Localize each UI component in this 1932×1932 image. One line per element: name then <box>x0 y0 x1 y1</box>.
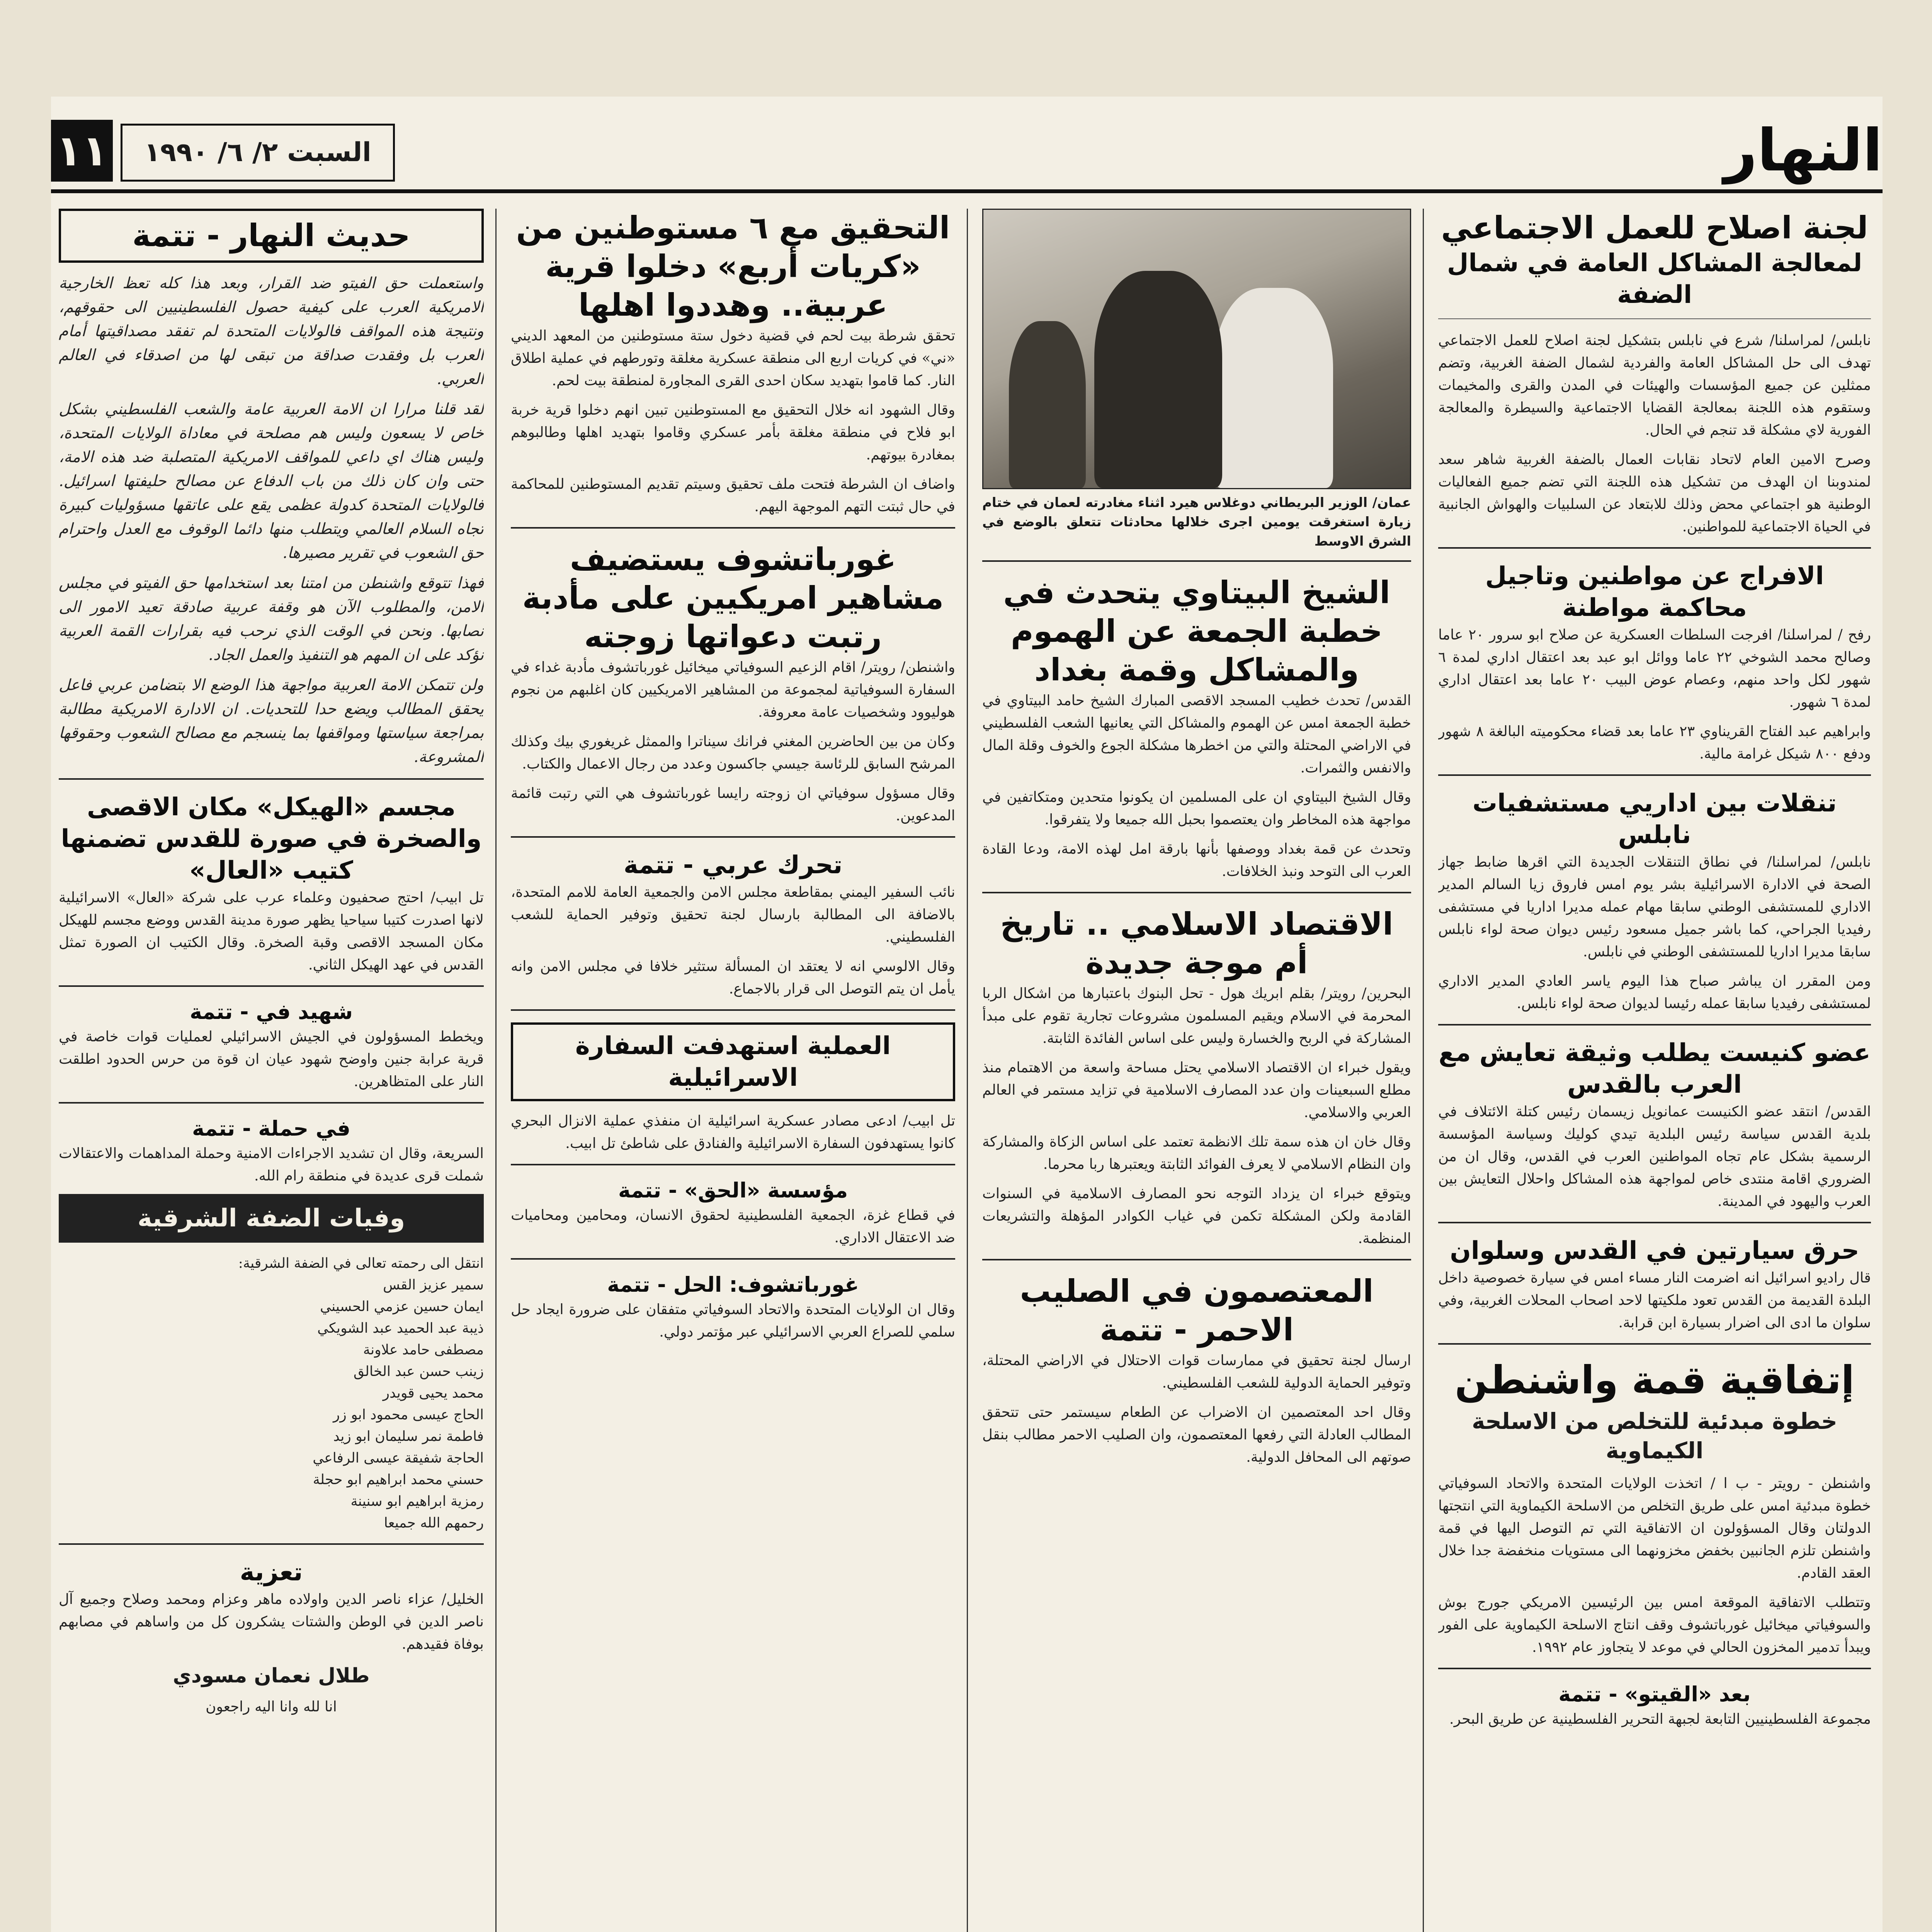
headline: غورباتشوف يستضيف مشاهير امريكيين على مأدبة رتبت دعواتها زوجته <box>522 541 944 655</box>
article-text: ارسال لجنة تحقيق في ممارسات قوات الاحتلال في الاراضي المحتلة، وتوفير الحماية الدولية للشعب الفلسطيني. <box>982 1352 1411 1391</box>
news-photo <box>982 209 1411 551</box>
headline: حديث النهار - تتمة <box>132 218 410 253</box>
masthead <box>51 116 1883 193</box>
signature: طلال نعمان مسودي <box>173 1664 370 1687</box>
divider <box>59 1543 484 1545</box>
article-car-fire <box>1438 1235 1871 1334</box>
list-item: رمزية ابراهيم ابو سنينة <box>350 1493 484 1509</box>
article-text: مجموعة الفلسطينيين التابعة لجبهة التحرير الفلسطينية عن طريق البحر. <box>1449 1711 1871 1727</box>
divider <box>1438 1222 1871 1223</box>
divider <box>982 1259 1411 1260</box>
article-text: وتتطلب الاتفاقية الموقعة امس بين الرئيسين الامريكي جورج بوش والسوفياتي ميخائيل غورباتشوف وقف انتاج الاسلحة الكيماوية على الفور ويبدأ تدمير المخزون الحالي في موعد لا يتجاوز عام ١٩٩٢. <box>1438 1594 1871 1655</box>
newspaper-logo: النهار <box>1724 117 1883 184</box>
article-text: واستعملت حق الفيتو ضد القرار، وبعد هذا كله تعظ الخارجية الامريكية العرب على كيفية حصول الفلسطينيين الى حقوقهم، ونتيجة هذه المواقف فالولايات المتحدة لم تفقد مصداقيتها أمام العرب بل وفقدت صداقة من تبقى لها من اصدقاء في العالم العربي. <box>59 274 484 388</box>
headline: إتفاقية قمة واشنطن <box>1454 1357 1855 1403</box>
column-divider <box>967 209 968 1932</box>
page-number: ١١ <box>51 120 113 182</box>
divider <box>59 1102 484 1104</box>
divider <box>511 1164 955 1165</box>
subheadline: لمعالجة المشاكل العامة في شمال الضفة <box>1447 249 1862 309</box>
article-text: وقال ان الولايات المتحدة والاتحاد السوفياتي متفقان على ضرورة ايجاد حل سلمي للصراع العربي الاسرائيلي عبر مؤتمر دولي. <box>511 1301 955 1340</box>
article-text: قال راديو اسرائيل انه اضرمت النار مساء امس في سيارة خصوصية داخل البلدة القديمة من القدس تعود ملكيتها لاحد اصحاب المحلات الغربية، وفي سلوان ما ادى الى اضرار بسيارة ابن قرابة. <box>1438 1269 1871 1331</box>
article-embassy-target <box>511 1022 955 1155</box>
obituaries-header <box>59 1194 484 1243</box>
article-condolence <box>59 1556 484 1718</box>
article-text: السريعة، وقال ان تشديد الاجراءات الامنية وحملة المداهمات والاعتقالات شملت قرى عديدة في منطقة رام الله. <box>59 1145 484 1184</box>
article-text: تل ابيب/ ادعى مصادر عسكرية اسرائيلية ان منفذي عملية الانزال البحري كانوا يستهدفون السفارة الاسرائيلية والفنادق على شاطئ تل ابيب. <box>511 1112 955 1151</box>
article-washington-summit <box>1438 1356 1871 1658</box>
column-left <box>59 209 484 1932</box>
list-item: زينب حسن عبد الخالق <box>353 1364 484 1379</box>
divider <box>1438 1668 1871 1669</box>
list-item: ذيبة عبد الحميد عبد الشويكي <box>317 1320 484 1336</box>
article-text: وابراهيم عبد الفتاح القريناوي ٢٣ عاما بعد قضاء محكوميته البالغة ٨ شهور ودفع ٨٠٠ شيكل غرامة مالية. <box>1438 723 1871 762</box>
article-text: نابلس/ لمراسلنا/ شرع في نابلس بتشكيل لجنة اصلاح للعمل الاجتماعي تهدف الى حل المشاكل العامة والفردية لشمال الضفة الغربية، وتضم ممثلين عن جميع المؤسسات والهيئات في المدن والقرى والمخيمات وستقوم هذه اللجنة بمعالجة القضايا الاجتماعية والسيطرة والمعالجة الفورية لاي مشكلة قد تنجم في الحال. <box>1438 332 1871 438</box>
divider <box>511 527 955 529</box>
article-text: ويتوقع خبراء ان يزداد التوجه نحو المصارف الاسلامية في السنوات القادمة ولكن المشكلة تكمن في غياب الكوادر المؤهلة والتشريعات المنظمة. <box>982 1185 1411 1247</box>
article-text: ويخطط المسؤولون في الجيش الاسرائيلي لعمليات قوات خاصة في قرية عرابة جنين واوضح شهود عيان ان قوة من حرس الحدود اطلقت النار على المتظاهرين. <box>59 1028 484 1090</box>
list-item: محمد يحيى قويدر <box>383 1385 484 1401</box>
photo-caption: عمان/ الوزير البريطاني دوغلاس هيرد اثناء مغادرته لعمان في ختام زيارة استغرقت يومين اجرى خلالها محادثات تتعلق بالوضع في الشرق الاوسط <box>982 495 1411 549</box>
headline: في حملة - تتمة <box>192 1116 350 1141</box>
article-editorial <box>59 209 484 769</box>
headline: مؤسسة «الحق» - تتمة <box>618 1178 848 1202</box>
article-text: وتحدث عن قمة بغداد ووصفها بأنها بارقة امل لهذه الامة، ودعا القادة العرب الى التوحد ونبذ الخلافات. <box>982 840 1411 879</box>
headline: وفيات الضفة الشرقية <box>137 1204 405 1233</box>
article-text: البحرين/ رويتر/ بقلم ابريك هول - تحل البنوك باعتبارها من اشكال الربا المحرمة في الاسلام ويقيم المسلمون مشروعات تجارية تقوم على مبدأ المشاركة في الربح والخسارة وليس على اساس الفائدة الثابتة. <box>982 985 1411 1046</box>
divider <box>511 1009 955 1011</box>
article-text: في قطاع غزة، الجمعية الفلسطينية لحقوق الانسان، ومحامين ومحاميات ضد الاعتقال الاداري. <box>511 1207 955 1246</box>
article-text: رفح / لمراسلنا/ افرجت السلطات العسكرية عن صلاح ابو سرور ٢٠ عاما وصالح محمد الشوخي ٢٢ عاما ووائل ابو عبد بعد اعتقال اداري لمدة ٦ شهور لكل واحد منهم، وعصام عوض البيب ٢٠ عاما بعد اعتقال اداري لمدة ٦ شهور. <box>1438 626 1871 710</box>
article-text: وكان من بين الحاضرين المغني فرانك سيناترا والممثل غريغوري بيك وكذلك المرشح السابق للرئاسة جيسي جاكسون وعدد من رجال الاعمال والكتاب. <box>511 733 955 772</box>
headline: لجنة اصلاح للعمل الاجتماعي <box>1441 210 1868 246</box>
obituaries-list <box>59 1253 484 1534</box>
divider <box>982 560 1411 562</box>
headline: حرق سيارتين في القدس وسلوان <box>1450 1236 1859 1265</box>
list-item: سمير عزيز القس <box>383 1277 484 1293</box>
boxed-headline <box>59 209 484 263</box>
boxed-headline <box>511 1022 955 1101</box>
column-right <box>1438 209 1871 1932</box>
article-knesset-member <box>1438 1037 1871 1213</box>
subheadline: خطوة مبدئية للتخلص من الاسلحة الكيماوية <box>1472 1408 1837 1464</box>
divider <box>59 985 484 987</box>
divider <box>511 1258 955 1260</box>
article-text: لقد قلنا مرارا ان الامة العربية عامة والشعب الفلسطيني بشكل خاص لا يسعون وليس هم مصلحة في معاداة الولايات المتحدة، وليس هناك اي داعي للمواقف الامريكية المتصلبة ضد هذه الامة، حتى وان كان ذلك من باب الدفاع عن مصالح حليفتها اسرائيل. فالولايات المتحدة كدولة عظمى يقع على عاتقها مسؤوليات كبيرة تجاه السلام العالمي ويتطلب منها دائما الوقوف مع العدل واحترام حق الشعوب في تقرير مصيرها. <box>59 400 484 562</box>
headline: عضو كنيست يطلب وثيقة تعايش مع العرب بالقدس <box>1439 1039 1871 1099</box>
article-temple-model <box>59 791 484 976</box>
headline: بعد «القيتو» - تتمة <box>1558 1682 1751 1706</box>
divider <box>982 892 1411 893</box>
column-center-right <box>982 209 1411 1932</box>
headline: المعتصمون في الصليب الاحمر - تتمة <box>1020 1273 1374 1348</box>
list-item: الحاج عيسى محمود ابو زر <box>333 1407 484 1423</box>
article-text: تل ابيب/ احتج صحفيون وعلماء عرب على شركة «العال» الاسرائيلية لانها اصدرت كتيبا سياحيا يظهر صورة مدينة القدس ووضع مجسم للهيكل مكان المسجد الاقصى وقبة الصخرة. وقال الكتيب ان الصورة تمثل القدس في عهد الهيكل الثاني. <box>59 889 484 973</box>
article-text: وقال مسؤول سوفياتي ان زوجته رايسا غورباتشوف هي التي رتبت قائمة المدعوين. <box>511 785 955 824</box>
article-text: وقال خان ان هذه سمة تلك الانظمة تعتمد على اساس الزكاة والمشاركة وان النظام الاسلامي لا يعرف الفوائد الثابتة ويعتبرها ربا محرما. <box>982 1133 1411 1172</box>
list-item: مصطفى حامد علاونة <box>363 1342 484 1358</box>
article-text: وقال الشهود انه خلال التحقيق مع المستوطنين تبين انهم دخلوا قرية خربة ابو فلاح في منطقة مغلقة بأمر عسكري وقاموا بتهديد اهلها وطالبوهم بمغادرة بيوتهم. <box>511 401 955 463</box>
article-text: واشنطن/ رويتر/ اقام الزعيم السوفياتي ميخائيل غورباتشوف مأدبة غداء في السفارة السوفياتية لمجموعة من المشاهير الامريكيين كان اغلبهم من نجوم هوليوود وشخصيات عامة معروفة. <box>511 659 955 720</box>
list-item: انتقل الى رحمته تعالى في الضفة الشرقية: <box>238 1255 484 1271</box>
issue-date: السبت ٢/ ٦/ ١٩٩٠ <box>121 124 395 182</box>
headline: العملية استهدفت السفارة الاسرائيلية <box>575 1032 891 1092</box>
article-gorbachev-banquet <box>511 540 955 827</box>
list-item: فاطمة نمر سليمان ابو زيد <box>333 1429 484 1444</box>
article-campaign <box>59 1115 484 1187</box>
article-arab-move <box>511 849 955 1000</box>
list-item: الحاجة شفيقة عيسى الرفاعي <box>313 1450 484 1466</box>
divider <box>1438 1343 1871 1345</box>
article-release <box>1438 560 1871 765</box>
column-divider <box>1423 209 1424 1932</box>
article-text: وصرح الامين العام لاتحاد نقابات العمال بالضفة الغربية شاهر سعد لمندوبنا ان الهدف من تشكيل هذه اللجنة التي تضم جميع الفعاليات الوطنية هو اجتماعي محض وذلك للابتعاد عن السلبيات والهواش الجانبية في الحياة الاجتماعية للمواطنين. <box>1438 451 1871 535</box>
column-center-left <box>511 209 955 1932</box>
article-text: القدس/ تحدث خطيب المسجد الاقصى المبارك الشيخ حامد البيتاوي في خطبة الجمعة امس عن الهموم والمشاكل التي يعانيها الشعب الفلسطيني في الاراضي المحتلة والتي من اخطرها مشكلة الجوع والخوف وقلة المال والانفس والثمرات. <box>982 692 1411 776</box>
article-gorbachev-solution <box>511 1271 955 1343</box>
list-item: رحمهم الله جميعا <box>384 1515 484 1531</box>
article-friday-sermon <box>982 573 1411 883</box>
headline: الاقتصاد الاسلامي .. تاريخ أم موجة جديدة <box>1000 906 1393 981</box>
headline: غورباتشوف: الحل - تتمة <box>607 1272 859 1297</box>
article-text: الخليل/ عزاء ناصر الدين واولاده ماهر وعزام ومحمد وصلاح وجميع آل ناصر الدين في الوطن والشتات يشكرون كل من واساهم في مصابهم بوفاة فقيدهم. <box>59 1591 484 1652</box>
list-item: ايمان حسين عزمي الحسيني <box>320 1299 484 1315</box>
article-text: نائب السفير اليمني بمقاطعة مجلس الامن والجمعية العامة للامم المتحدة، بالاضافة الى المطالبة بارسال لجنة تحقيق وتوفير الحماية للشعب الفلسطيني. <box>511 884 955 945</box>
article-text: وقال الالوسي انه لا يعتقد ان المسألة ستثير خلافا في مجلس الامن وانه يأمل ان يتم التوصل الى قرار بالاجماع. <box>511 958 955 997</box>
headline: تحرك عربي - تتمة <box>623 851 843 879</box>
article-settlers-investigation <box>511 209 955 518</box>
article-martyr <box>59 998 484 1093</box>
divider <box>1438 318 1871 319</box>
headline: الافراج عن مواطنين وتاجيل محاكمة مواطنة <box>1485 562 1824 622</box>
article-text: واضاف ان الشرطة فتحت ملف تحقيق وسيتم تقديم المستوطنين للمحاكمة في حال ثبتت التهم الموجهة اليهم. <box>511 476 955 515</box>
divider <box>1438 547 1871 549</box>
headline: تعزية <box>240 1558 303 1587</box>
headline: مجسم «الهيكل» مكان الاقصى والصخرة في صورة للقدس تضمنها كتيب «العال» <box>61 793 482 885</box>
column-divider <box>495 209 497 1932</box>
divider <box>1438 774 1871 776</box>
article-islamic-economy <box>982 905 1411 1250</box>
article-red-cross-sitin <box>982 1272 1411 1468</box>
article-text: ويقول خبراء ان الاقتصاد الاسلامي يحتل مساحة واسعة من الاهتمام منذ مطلع السبعينات وان عدد المصارف الاسلامية في تزايد مستمر في العالم العربي والاسلامي. <box>982 1059 1411 1121</box>
article-text: ولن تتمكن الامة العربية مواجهة هذا الوضع الا بتضامن عربي فاعل يحقق المطالب ويضع حدا للتحديات. ان الادارة الامريكية مطالبة بمراجعة سياستها ومواقفها بما ينسجم مع مصالح الشعوب وحقوقها المشروعة. <box>59 676 484 766</box>
divider <box>59 778 484 780</box>
photo-image <box>982 209 1411 489</box>
article-text: تحقق شرطة بيت لحم في قضية دخول ستة مستوطنين من المعهد الديني «ني» في كريات اربع الى منطقة عسكرية مغلقة وتورطهم في عملية اطلاق النار. كما قاموا بتهديد سكان احدى القرى المجاورة لمنطقة بيت لحم. <box>511 327 955 389</box>
divider <box>511 836 955 838</box>
article-reform-committee <box>1438 209 1871 538</box>
article-text: القدس/ انتقد عضو الكنيست عمانويل زيسمان رئيس كتلة الائتلاف في بلدية القدس سياسة رئيس البلدية تيدي كوليك وسياسة المؤسسة الرسمية بشكل عام تجاه المواطنين العرب في القدس، وقال ان من الضروري اقامة منتدى خاص لمواجهة هذه المشاكل واحلال التعايش بين العرب واليهود في المدينة. <box>1438 1103 1871 1209</box>
divider <box>1438 1024 1871 1026</box>
article-text: ومن المقرر ان يباشر صباح هذا اليوم ياسر العادي المدير الاداري لمستشفى رفيديا سابقا عمله رئيسا لديوان صحة لواء نابلس. <box>1438 973 1871 1012</box>
headline: تنقلات بين اداريي مستشفيات نابلس <box>1472 789 1837 849</box>
list-item: حسني محمد ابراهيم ابو حجلة <box>313 1472 484 1488</box>
headline: شهيد في - تتمة <box>189 1000 353 1024</box>
headline: الشيخ البيتاوي يتحدث في خطبة الجمعة عن الهموم والمشاكل وقمة بغداد <box>1003 575 1390 688</box>
article-text: فهذا تتوقع واشنطن من امتنا بعد استخدامها حق الفيتو في مجلس الامن، والمطلوب الآن هو وقفة عربية صادقة تعيد الامور الى نصابها. ونحن في الوقت الذي نرحب فيه بقرارات القمة العربية نؤكد على ان المهم هو التنفيذ والعمل الجاد. <box>59 574 484 664</box>
headline: التحقيق مع ٦ مستوطنين من «كريات أربع» دخلوا قرية عربية.. وهددوا اهلها <box>516 210 950 323</box>
article-alhaq <box>511 1177 955 1249</box>
article-veto <box>1438 1681 1871 1730</box>
verse: انا لله وانا اليه راجعون <box>206 1698 337 1715</box>
article-hospital-transfers <box>1438 787 1871 1015</box>
article-text: وقال احد المعتصمين ان الاضراب عن الطعام سيستمر حتى تتحقق المطالب العادلة التي رفعها المعتصمون، وان الصليب الاحمر مطالب بنقل صوتهم الى المحافل الدولية. <box>982 1404 1411 1465</box>
article-text: واشنطن - رويتر - ب ا / اتخذت الولايات المتحدة والاتحاد السوفياتي خطوة مبدئية امس على طريق التخلص من الاسلحة الكيماوية التي انتجتها الدولتان وقال المسؤولون ان الاتفاقية التي تم التوصل اليها في قمة واشنطن تلزم الجانبين بخفض مخزونهما الى مستويات منخفضة جدا خلال العقد القادم. <box>1438 1475 1871 1581</box>
article-text: نابلس/ لمراسلنا/ في نطاق التنقلات الجديدة التي اقرها ضابط جهاز الصحة في الادارة الاسرائيلية بشر يوم امس فاروق زيا السالم المدير الاداري للمستشفى الوطني سابقا مهام عمله مديرا اداريا في مستشفى رفيديا الجراحي، كما باشر جميل مسعود رئيس ديوان صحة لواء نابلس سابقا مديرا اداريا للمستشفى الوطني في نابلس. <box>1438 854 1871 960</box>
article-text: وقال الشيخ البيتاوي ان على المسلمين ان يكونوا متحدين ومتكاتفين في مواجهة هذه المخاطر وان يعتصموا بحبل الله جميعا ولا يتفرقوا. <box>982 789 1411 828</box>
